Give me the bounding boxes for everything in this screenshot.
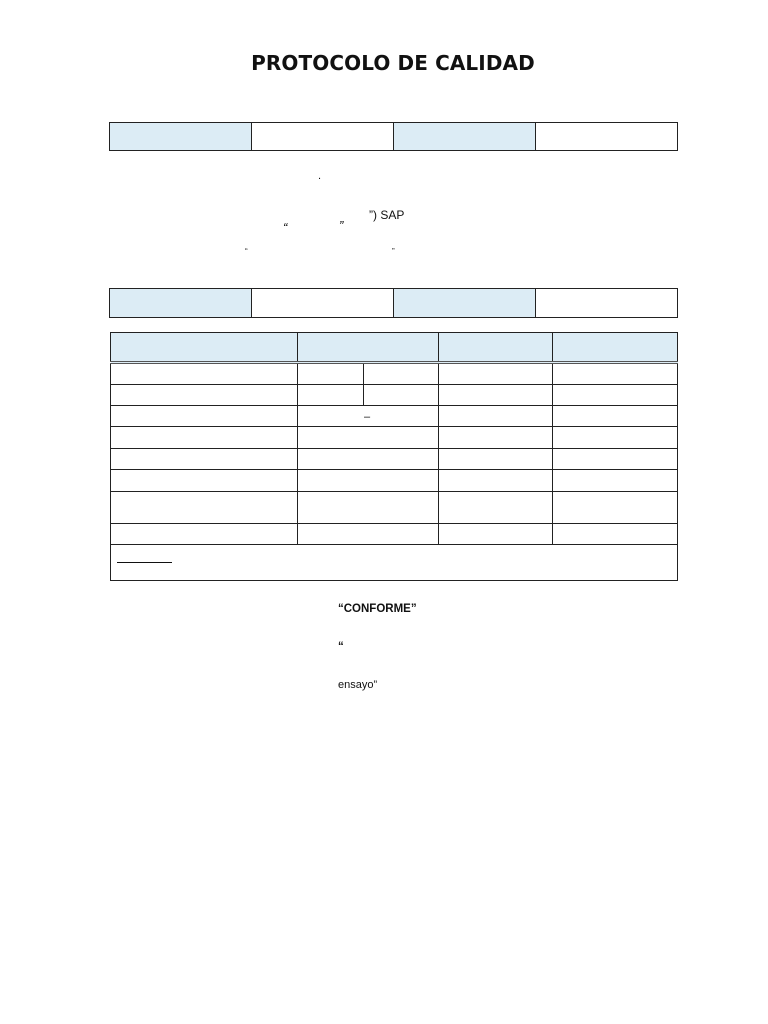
header-cell [439,333,553,363]
header-cell [553,333,678,363]
table-row [111,470,678,492]
table-row [111,524,678,545]
text-ensayo: ensayo” [338,679,378,691]
info-value-cell[interactable] [252,289,394,318]
text-open-quote-2: “ [338,641,344,653]
table-row [111,492,678,524]
text-dash: – [364,411,371,423]
observations-underline [117,562,172,563]
info-value-cell[interactable] [536,289,678,318]
table-row [111,363,678,385]
text-small-open-quote: “ [245,247,248,256]
quality-results-table [110,332,678,581]
table-row [111,406,678,427]
observations-cell[interactable] [111,545,678,581]
header-cell [111,333,298,363]
info-table-middle [109,288,678,318]
text-dot: . [318,170,322,182]
info-value-cell[interactable] [536,123,678,151]
text-sap: ”) SAP [369,208,405,222]
info-label-cell [394,123,536,151]
table-row [111,427,678,449]
info-label-cell [110,289,252,318]
info-value-cell[interactable] [252,123,394,151]
header-cell [298,333,439,363]
page-title: PROTOCOLO DE CALIDAD [251,51,535,75]
table-row [111,385,678,406]
text-close-quote: ” [339,218,344,233]
table-row [111,449,678,470]
text-conforme: “CONFORME” [338,603,417,615]
info-label-cell [110,123,252,151]
info-table-top [109,122,678,151]
observations-row [111,545,678,581]
table-header-row [111,333,678,363]
text-small-close-quote: ” [392,247,395,256]
info-label-cell [394,289,536,318]
text-open-quote: “ [283,220,288,235]
